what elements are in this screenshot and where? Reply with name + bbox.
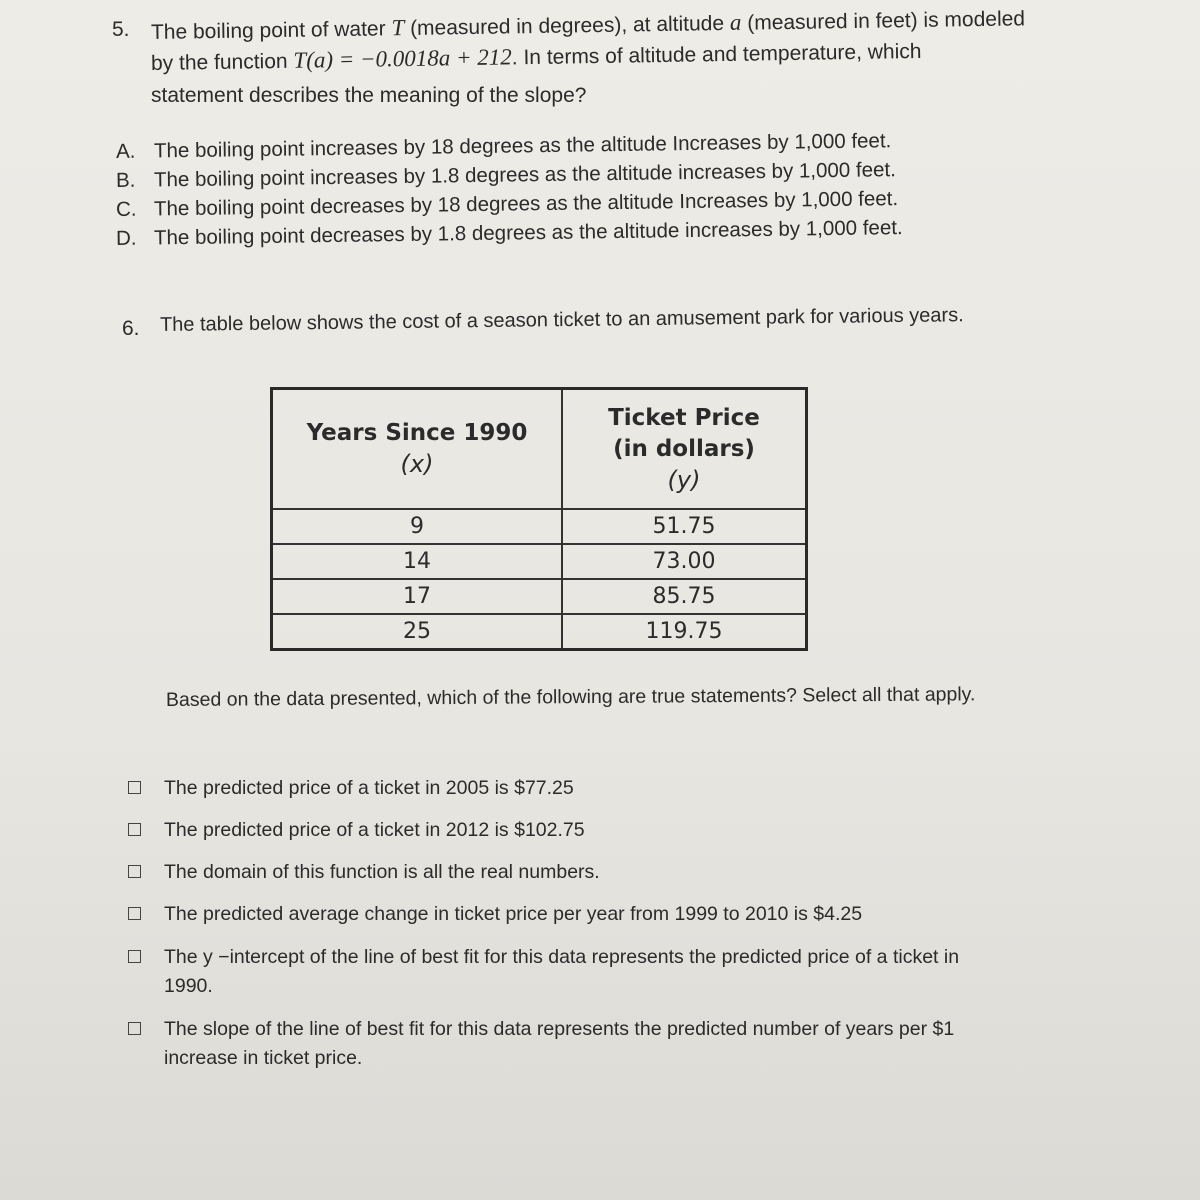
cell-y: 119.75 — [562, 614, 807, 650]
col-price-label-2: (in dollars) — [613, 435, 755, 462]
q5-line2-post: . In terms of altitude and temperature, which — [511, 39, 922, 70]
q5-line1-post: (measured in feet) is modeled — [741, 7, 1026, 35]
q5-number: 5. — [112, 18, 130, 41]
choice-letter: B. — [115, 168, 136, 192]
table-row — [272, 544, 807, 579]
q5-line1-pre: The boiling point of water — [150, 17, 392, 44]
q5-choice-a — [116, 129, 892, 164]
checkbox[interactable] — [128, 781, 141, 794]
checkbox[interactable] — [128, 950, 141, 963]
choice-letter: A. — [115, 139, 136, 163]
cell-y: 51.75 — [562, 509, 807, 544]
checkbox[interactable] — [128, 823, 141, 836]
option-text-line2: increase in ticket price. — [164, 1047, 363, 1069]
q5-line3: statement describes the meaning of the slope? — [151, 84, 587, 107]
col-years-var: (x) — [400, 450, 434, 478]
col-price-header — [562, 389, 807, 510]
q5-line1-mid: (measured in degrees), at altitude — [404, 11, 731, 41]
option-text: The domain of this function is all the real numbers. — [164, 861, 600, 883]
checkbox[interactable] — [128, 865, 141, 878]
table-row — [272, 614, 807, 650]
option-text — [164, 943, 1054, 1001]
checkbox[interactable] — [128, 1022, 141, 1035]
choice-letter: C. — [115, 197, 137, 221]
q6-number: 6. — [122, 317, 140, 340]
option-text: The predicted price of a ticket in 2012 is $102.75 — [164, 819, 585, 841]
col-years-label: Years Since 1990 — [306, 420, 528, 446]
choice-text: The boiling point increases by 1.8 degrees as the altitude increases by 1,000 feet. — [153, 158, 896, 192]
choice-text: The boiling point increases by 18 degrees as the altitude Increases by 1,000 feet. — [153, 129, 892, 163]
option-text-line1: The slope of the line of best fit for this data represents the predicted number of years per $1 — [164, 1018, 955, 1040]
cell-y: 73.00 — [562, 544, 807, 579]
q5-var-a: a — [729, 9, 742, 35]
option-text — [164, 1015, 1054, 1073]
choice-text: The boiling point decreases by 18 degrees as the altitude Increases by 1,000 feet. — [153, 187, 899, 221]
cell-x: 14 — [272, 544, 563, 579]
option-text-line2: 1990. — [164, 975, 213, 997]
choice-letter: D. — [115, 226, 137, 250]
option-text: The predicted average change in ticket price per year from 1999 to 2010 is $4.25 — [164, 903, 863, 925]
q5-choice-d — [116, 216, 903, 251]
q5-line2-pre: by the function — [150, 49, 294, 75]
option-text-line1: The y −intercept of the line of best fit for this data represents the predicted price of a ticket in — [164, 946, 960, 968]
cell-x: 9 — [272, 509, 563, 544]
table-row — [272, 579, 807, 614]
q5-var-T: T — [391, 15, 405, 41]
q6-text: The table below shows the cost of a season ticket to an amusement park for various years. — [159, 304, 964, 336]
col-price-var: (y) — [667, 465, 701, 494]
ticket-price-table — [270, 387, 808, 651]
q5-function: T(a) = −0.0018a + 212 — [293, 44, 513, 73]
table-row — [272, 509, 807, 544]
col-price-label-1: Ticket Price — [608, 404, 760, 431]
table-header-row — [272, 389, 807, 510]
col-years-header — [272, 389, 563, 510]
option-text: The predicted price of a ticket in 2005 is $77.25 — [164, 777, 574, 799]
cell-x: 25 — [272, 614, 563, 650]
cell-x: 17 — [272, 579, 563, 614]
cell-y: 85.75 — [562, 579, 807, 614]
q6-prompt: Based on the data presented, which of the following are true statements? Select all that apply. — [165, 683, 976, 711]
choice-text: The boiling point decreases by 1.8 degrees as the altitude increases by 1,000 feet. — [153, 216, 903, 250]
checkbox[interactable] — [128, 907, 141, 920]
